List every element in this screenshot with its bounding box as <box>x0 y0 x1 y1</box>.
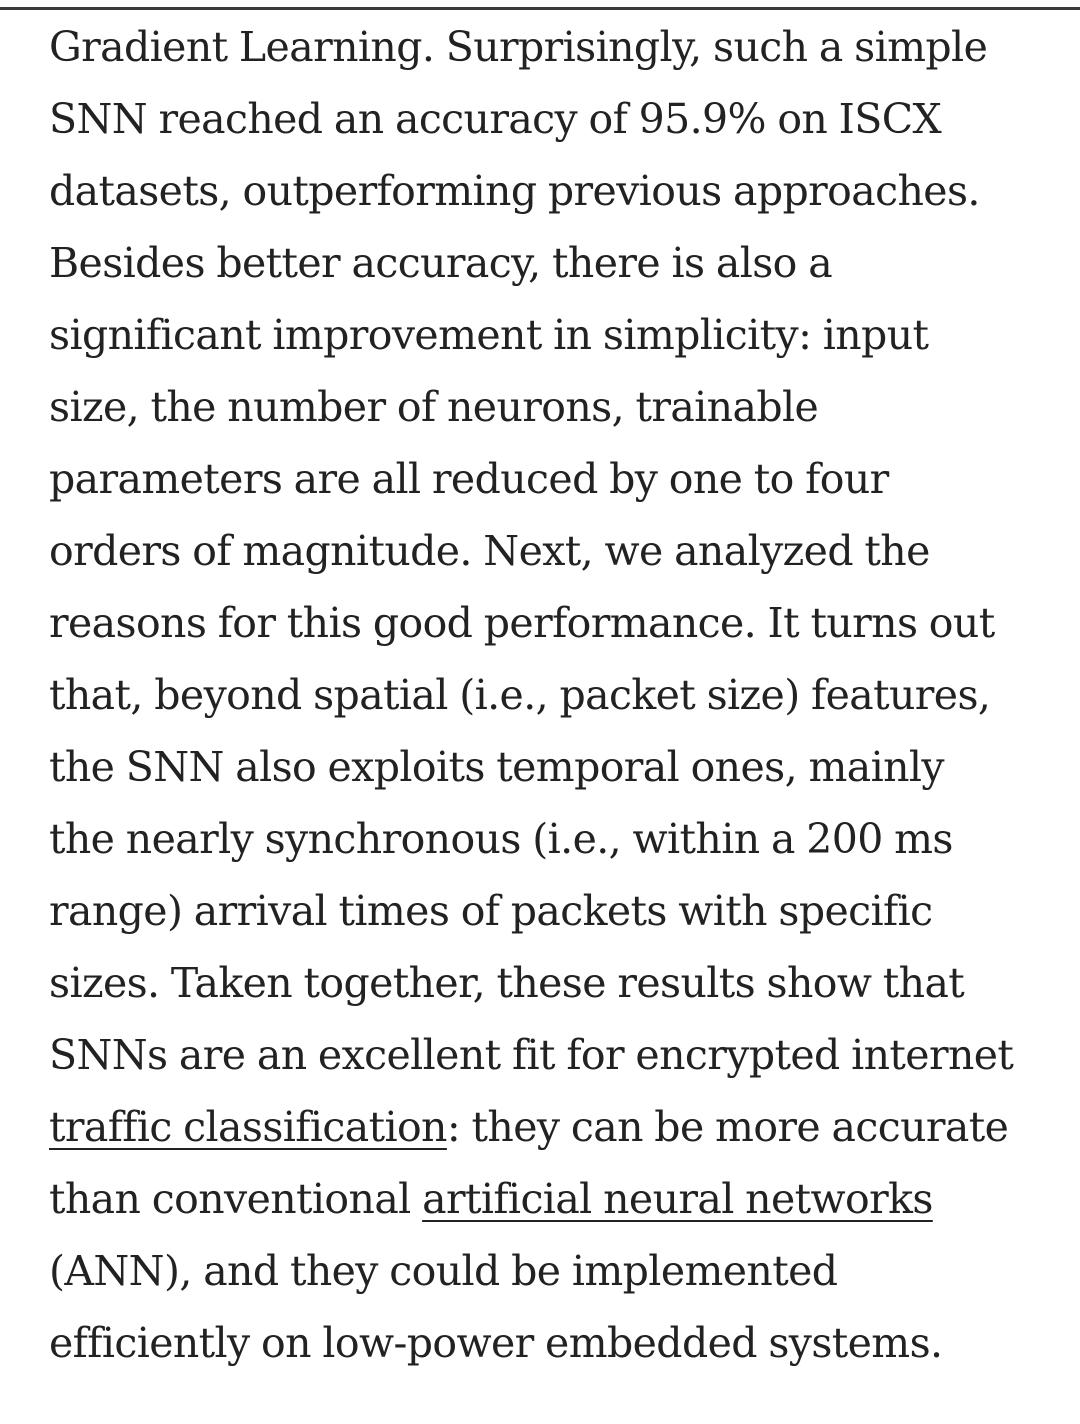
abstract-line: orders of magnitude. Next, we analyzed the <box>49 527 930 575</box>
abstract-line: (ANN), and they could be implemented <box>49 1247 838 1295</box>
abstract-line <box>49 1091 1059 1163</box>
abstract-line: datasets, outperforming previous approaches. <box>49 167 980 215</box>
abstract-line: the SNN also exploits temporal ones, mainly <box>49 743 944 791</box>
abstract-line: parameters are all reduced by one to four <box>49 455 889 503</box>
abstract-text-fragment: than conventional <box>49 1175 423 1223</box>
abstract-line: Besides better accuracy, there is also a <box>49 239 833 287</box>
abstract-line: significant improvement in simplicity: input <box>49 311 929 359</box>
abstract-text <box>49 11 1059 1379</box>
abstract-line: SNNs are an excellent fit for encrypted internet <box>49 1031 1014 1079</box>
abstract-line: reasons for this good performance. It turns out <box>49 599 995 647</box>
abstract-line: efficiently on low-power embedded systems. <box>49 1319 943 1367</box>
top-divider <box>0 7 1080 10</box>
abstract-line: the nearly synchronous (i.e., within a 200 ms <box>49 815 953 863</box>
traffic-classification-link[interactable]: traffic classification <box>49 1103 447 1151</box>
abstract-line: SNN reached an accuracy of 95.9% on ISCX <box>49 95 942 143</box>
abstract-line: Gradient Learning. Surprisingly, such a simple <box>49 23 988 71</box>
abstract-text-fragment: : they can be more accurate <box>446 1103 1009 1151</box>
abstract-line: sizes. Taken together, these results show that <box>49 959 965 1007</box>
abstract-line <box>49 1163 1059 1235</box>
artificial-neural-networks-link[interactable]: artificial neural networks <box>422 1175 933 1223</box>
abstract-line: size, the number of neurons, trainable <box>49 383 819 431</box>
abstract-line: that, beyond spatial (i.e., packet size) features, <box>49 671 991 719</box>
abstract-line: range) arrival times of packets with specific <box>49 887 933 935</box>
